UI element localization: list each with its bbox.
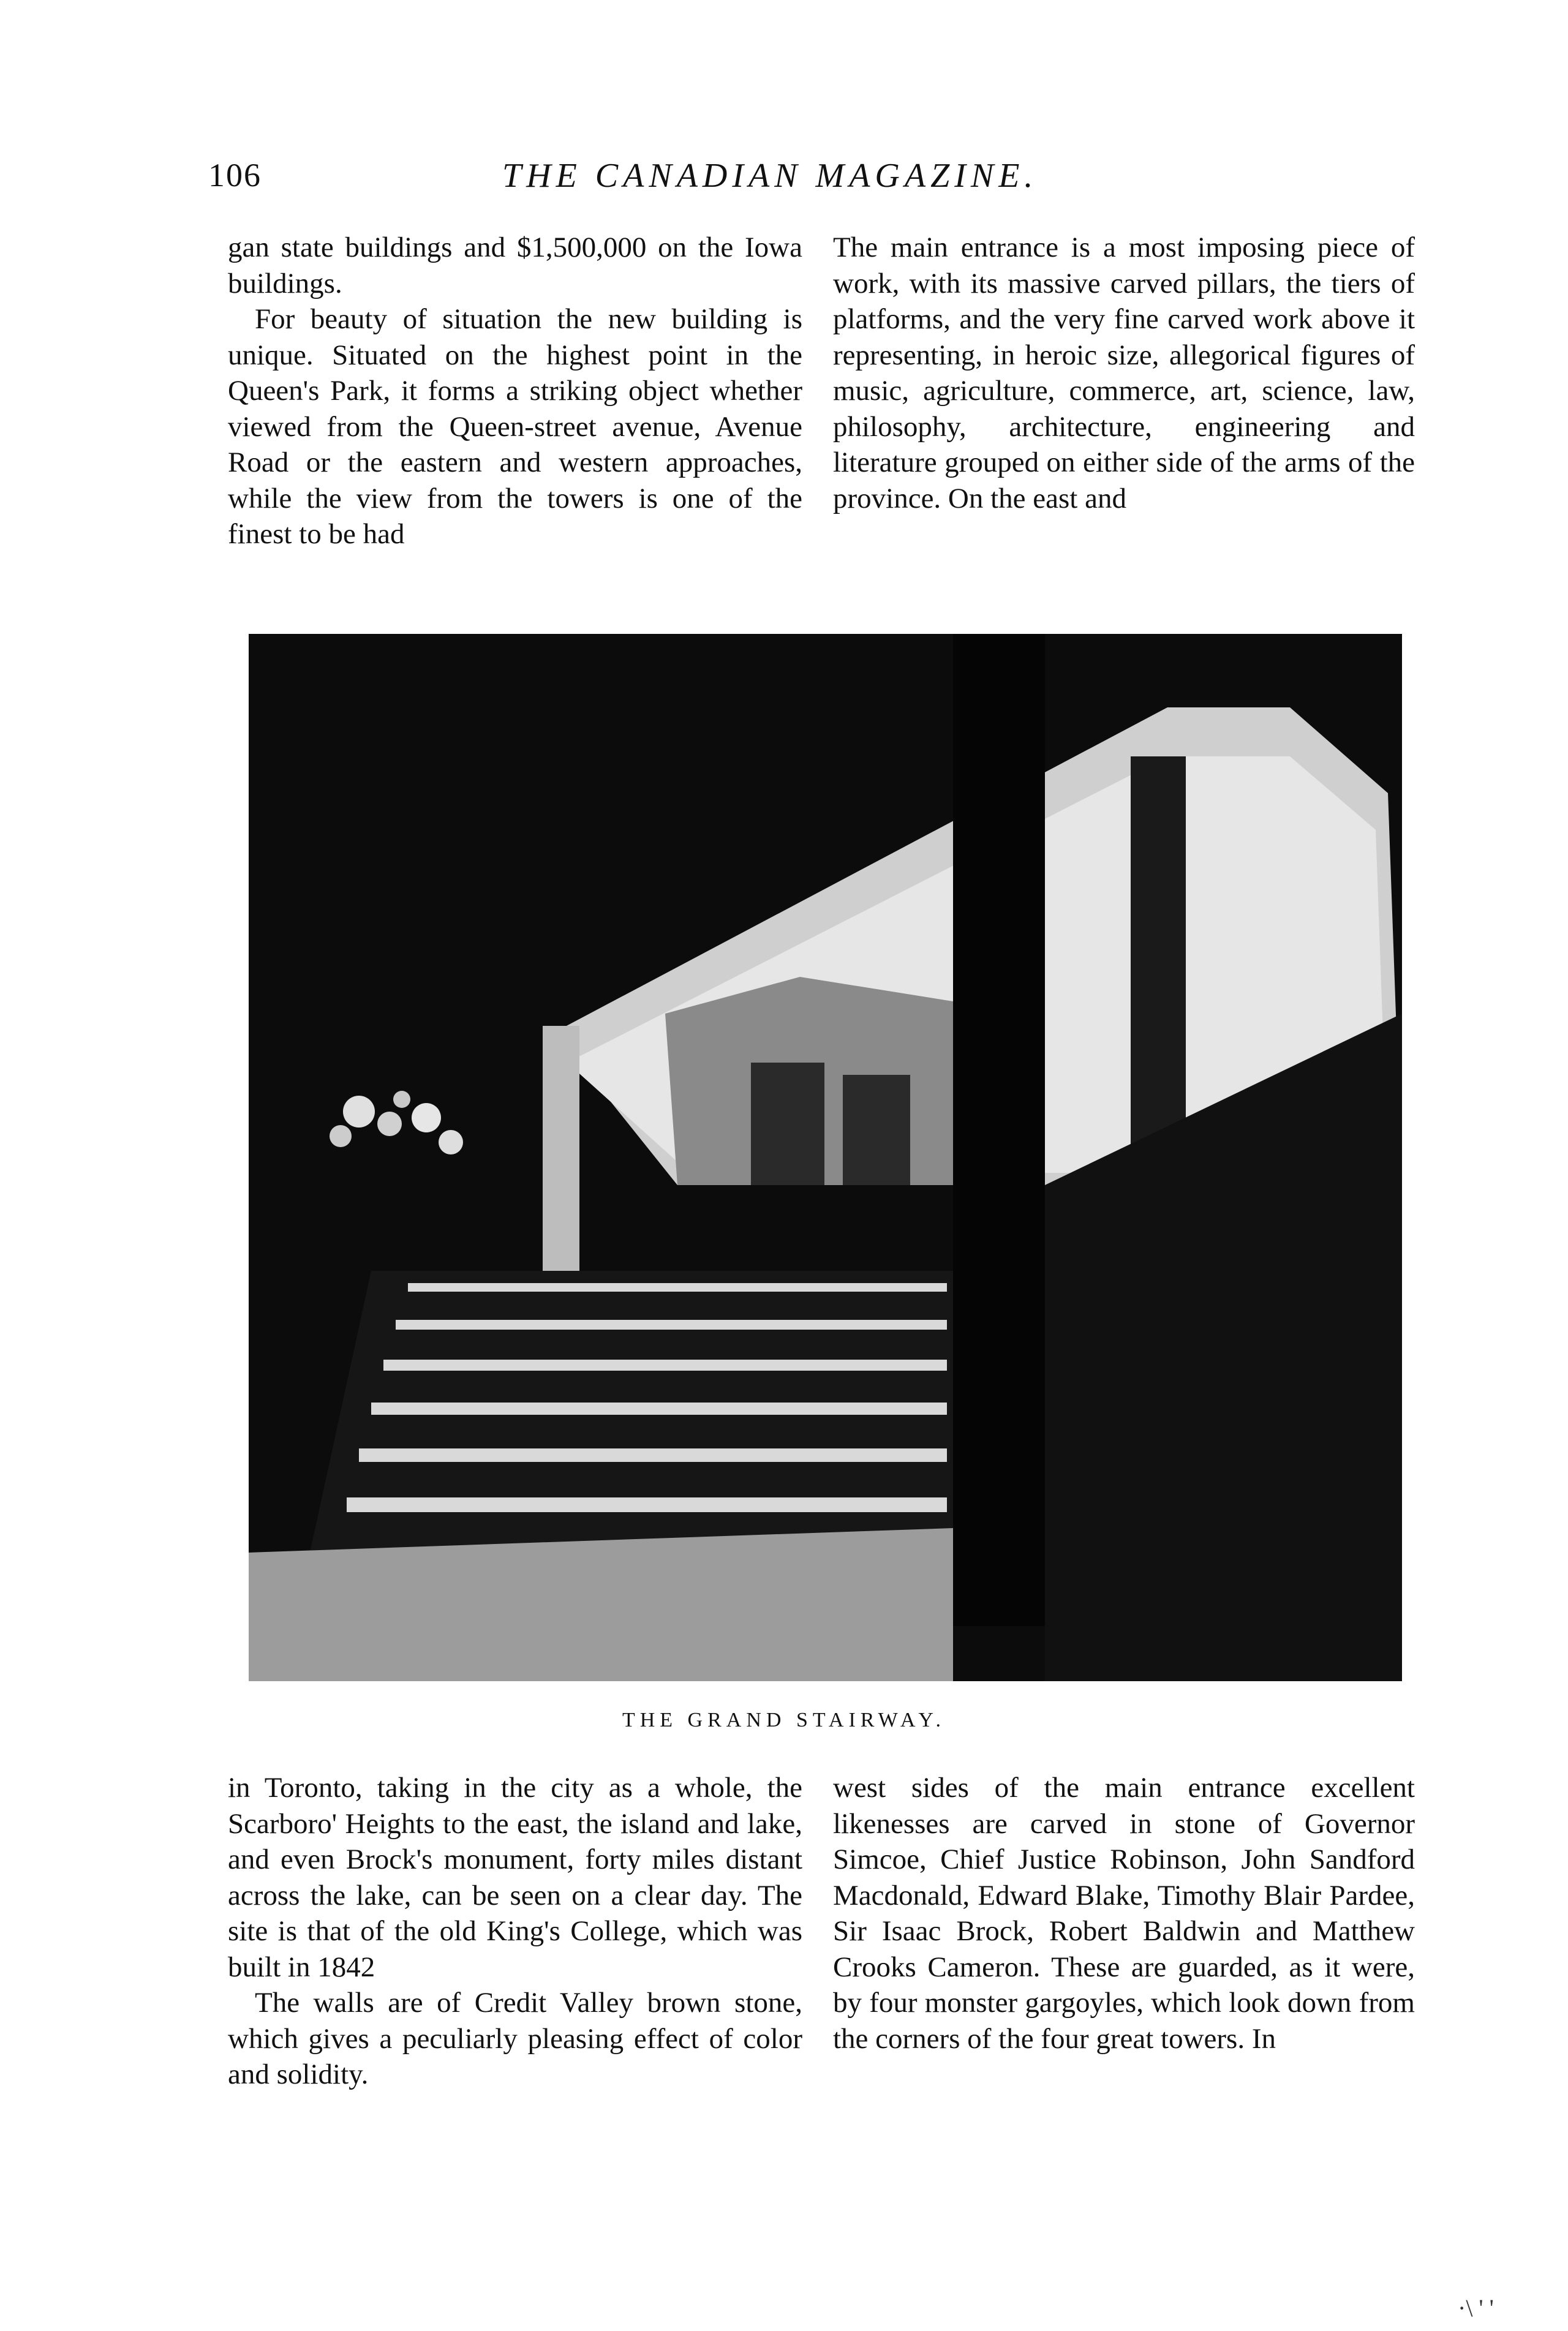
paragraph: For beauty of situation the new building is unique. Situated on the highest point in the Queen's Park, it forms a striking object whether viewed from the Queen-street avenue, Avenue Road or the eastern and western approaches, while the view from the towers is one of the finest to be had xyxy=(228,303,802,550)
paragraph: The walls are of Credit Valley brown stone, which gives a peculiarly pleasing effect of color and solidity. xyxy=(228,1987,802,2090)
paragraph: The main entrance is a most imposing piece of work, with its massive carved pillars, the tiers of platforms, and the very fine carved work above it representing, in heroic size, allegorical figures of music, agriculture, commerce, art, science, law, philosophy, architecture, engineering and literature grouped on either side of the arms of the province. On the east and xyxy=(833,232,1415,514)
running-title: THE CANADIAN MAGAZINE. xyxy=(502,157,1038,195)
margin-marks: ·\ ' ' xyxy=(1458,2294,1494,2322)
paragraph: gan state buildings and $1,500,000 on the Iowa buildings. xyxy=(228,232,802,299)
bottom-left-column xyxy=(228,1770,802,2093)
bottom-right-column xyxy=(833,1770,1415,2057)
top-left-column xyxy=(228,230,802,552)
paragraph: in Toronto, taking in the city as a whole, the Scarboro' Heights to the east, the island and lake, and even Brock's monument, forty miles distant across the lake, can be seen on a clear day. The site is that of the old King's College, which was built in 1842 xyxy=(228,1772,802,1983)
figure-caption: THE GRAND STAIRWAY. xyxy=(622,1709,946,1731)
stairway-illustration xyxy=(249,634,1402,1681)
paragraph: west sides of the main entrance excellent likenesses are carved in stone of Governor Simcoe, Chief Justice Robinson, John Sandford Macdonald, Edward Blake, Timothy Blair Pardee, Sir Isaac Brock, Robert Baldwin and Matthew Crooks Cameron. These are guarded, as it were, by four monster gargoyles, which look down from the corners of the four great towers. In xyxy=(833,1772,1415,2055)
page-header xyxy=(0,156,1568,205)
top-right-column xyxy=(833,230,1415,516)
page-number: 106 xyxy=(208,157,262,194)
grand-stairway-photo xyxy=(249,634,1402,1681)
